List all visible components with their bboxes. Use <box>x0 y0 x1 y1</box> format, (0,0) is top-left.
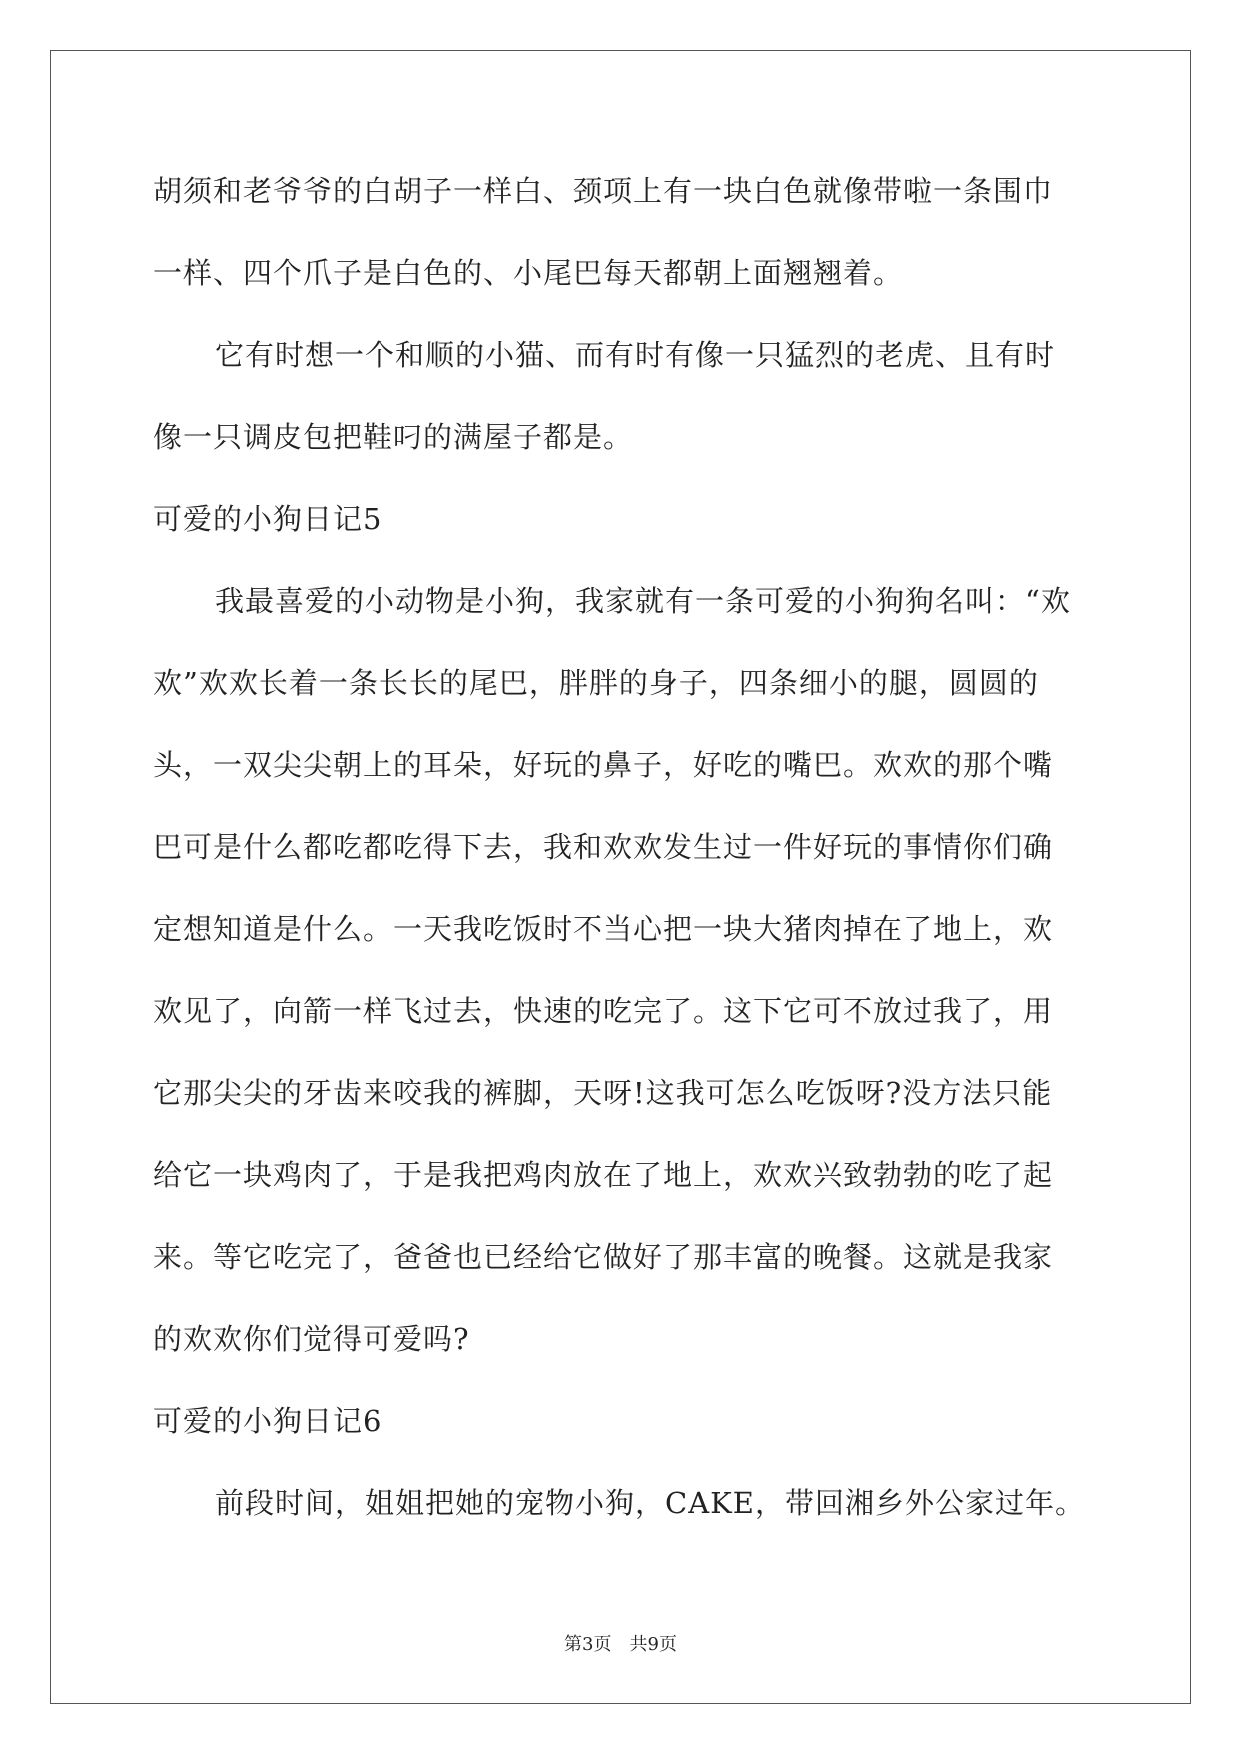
document-body <box>153 150 1093 1544</box>
section-heading: 可爱的小狗日记5 <box>153 502 383 536</box>
paragraph-start-line: 我最喜爱的小动物是小狗，我家就有一条可爱的小狗狗名叫：“欢 <box>215 584 1071 618</box>
text-line: 胡须和老爷爷的白胡子一样白、颈项上有一块白色就像带啦一条围巾 <box>153 174 1054 208</box>
text-line: 巴可是什么都吃都吃得下去，我和欢欢发生过一件好玩的事情你们确 <box>153 830 1054 864</box>
text-line: 像一只调皮包把鞋叼的满屋子都是。 <box>153 420 634 454</box>
text-line: 给它一块鸡肉了，于是我把鸡肉放在了地上，欢欢兴致勃勃的吃了起 <box>153 1158 1054 1192</box>
text-line: 的欢欢你们觉得可爱吗? <box>153 1322 470 1356</box>
paragraph-start-line: 它有时想一个和顺的小猫、而有时有像一只猛烈的老虎、且有时 <box>215 338 1056 372</box>
text-line: 欢”欢欢长着一条长长的尾巴，胖胖的身子，四条细小的腿，圆圆的 <box>153 666 1039 700</box>
text-line: 它那尖尖的牙齿来咬我的裤脚，天呀!这我可怎么吃饭呀?没方法只能 <box>153 1076 1053 1110</box>
section-heading: 可爱的小狗日记6 <box>153 1404 383 1438</box>
text-line: 头，一双尖尖朝上的耳朵，好玩的鼻子，好吃的嘴巴。欢欢的那个嘴 <box>153 748 1054 782</box>
paragraph-start-line: 前段时间，姐姐把她的宠物小狗，CAKE，带回湘乡外公家过年。 <box>215 1486 1085 1520</box>
text-line: 定想知道是什么。一天我吃饭时不当心把一块大猪肉掉在了地上，欢 <box>153 912 1054 946</box>
page-number: 第3页 共9页 <box>564 1634 677 1655</box>
text-line: 一样、四个爪子是白色的、小尾巴每天都朝上面翘翘着。 <box>153 256 904 290</box>
text-line: 来。等它吃完了，爸爸也已经给它做好了那丰富的晚餐。这就是我家 <box>153 1240 1054 1274</box>
text-line: 欢见了，向箭一样飞过去，快速的吃完了。这下它可不放过我了，用 <box>153 994 1054 1028</box>
